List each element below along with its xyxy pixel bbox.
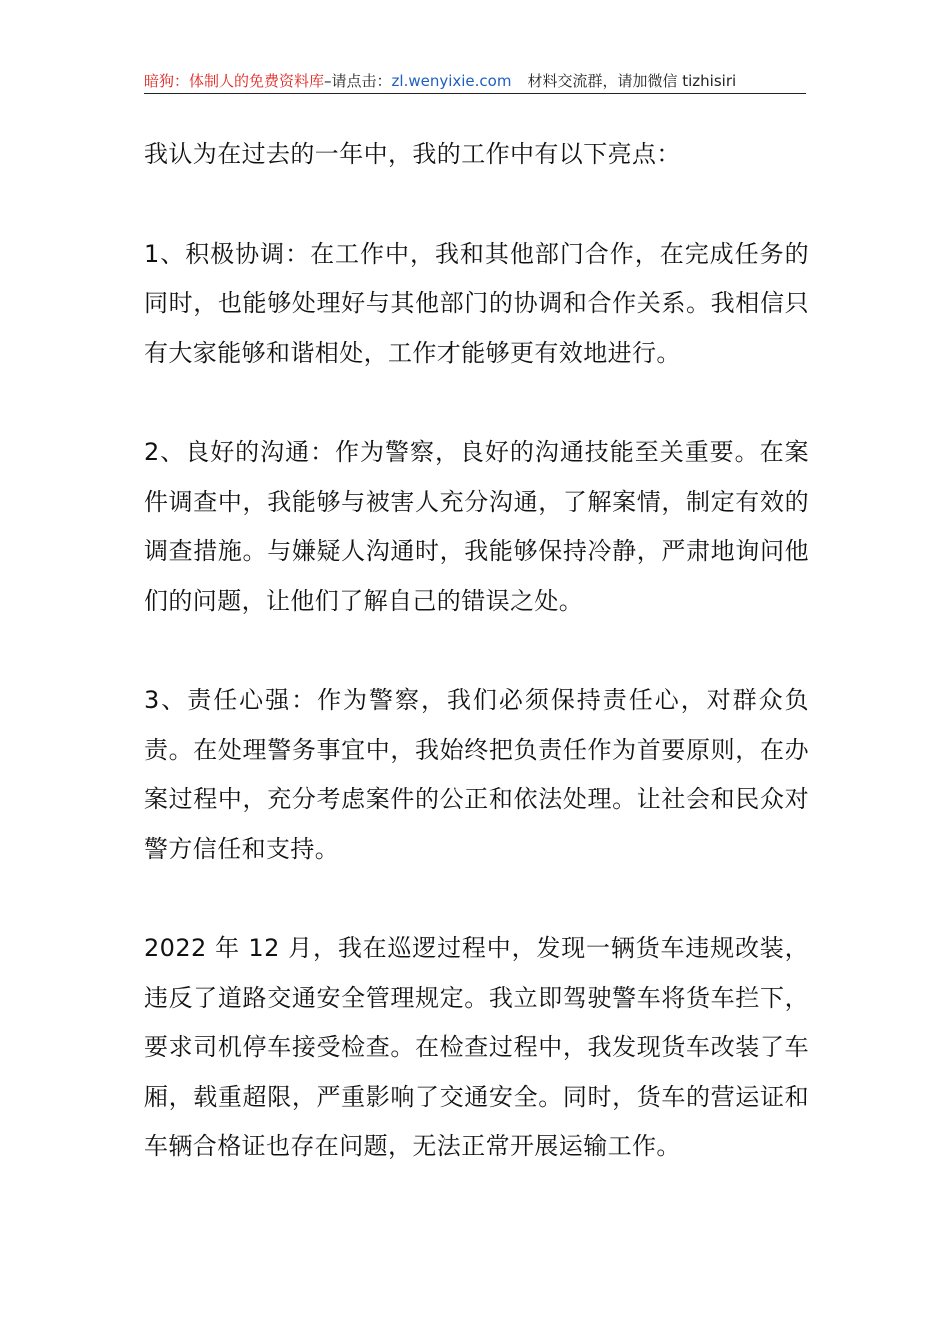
header-contact: 材料交流群，请加微信 tizhisiri [527,72,737,90]
point-3-paragraph: 3、责任心强：作为警察，我们必须保持责任心，对群众负责。在处理警务事宜中，我始终把负责任作为首要原则，在办案过程中，充分考虑案件的公正和依法处理。让社会和民众对警方信任和支持。 [144,686,809,863]
intro-paragraph: 我认为在过去的一年中，我的工作中有以下亮点： [144,140,681,168]
header-divider [144,93,806,94]
header-prompt: –请点击： [324,72,392,90]
page-header [144,68,806,94]
header-url-link[interactable]: zl.wenyixie.com [391,72,512,90]
case-paragraph: 2022 年 12 月，我在巡逻过程中，发现一辆货车违规改装，违反了道路交通安全管理规定。我立即驾驶警车将货车拦下，要求司机停车接受检查。在检查过程中，我发现货车改装了车厢，载重超限，严重影响了交通安全。同时，货车的营运证和车辆合格证也存在问题，无法正常开展运输工作。 [144,934,809,1160]
document-body [144,130,809,1222]
point-1-paragraph: 1、积极协调：在工作中，我和其他部门合作，在完成任务的同时，也能够处理好与其他部门的协调和合作关系。我相信只有大家能够和谐相处，工作才能够更有效地进行。 [144,239,809,367]
header-brand: 暗狗：体制人的免费资料库 [144,72,325,90]
point-2-paragraph: 2、良好的沟通：作为警察，良好的沟通技能至关重要。在案件调查中，我能够与被害人充分沟通，了解案情，制定有效的调查措施。与嫌疑人沟通时，我能够保持冷静，严肃地询问他们的问题，让他们了解自己的错误之处。 [144,438,809,615]
